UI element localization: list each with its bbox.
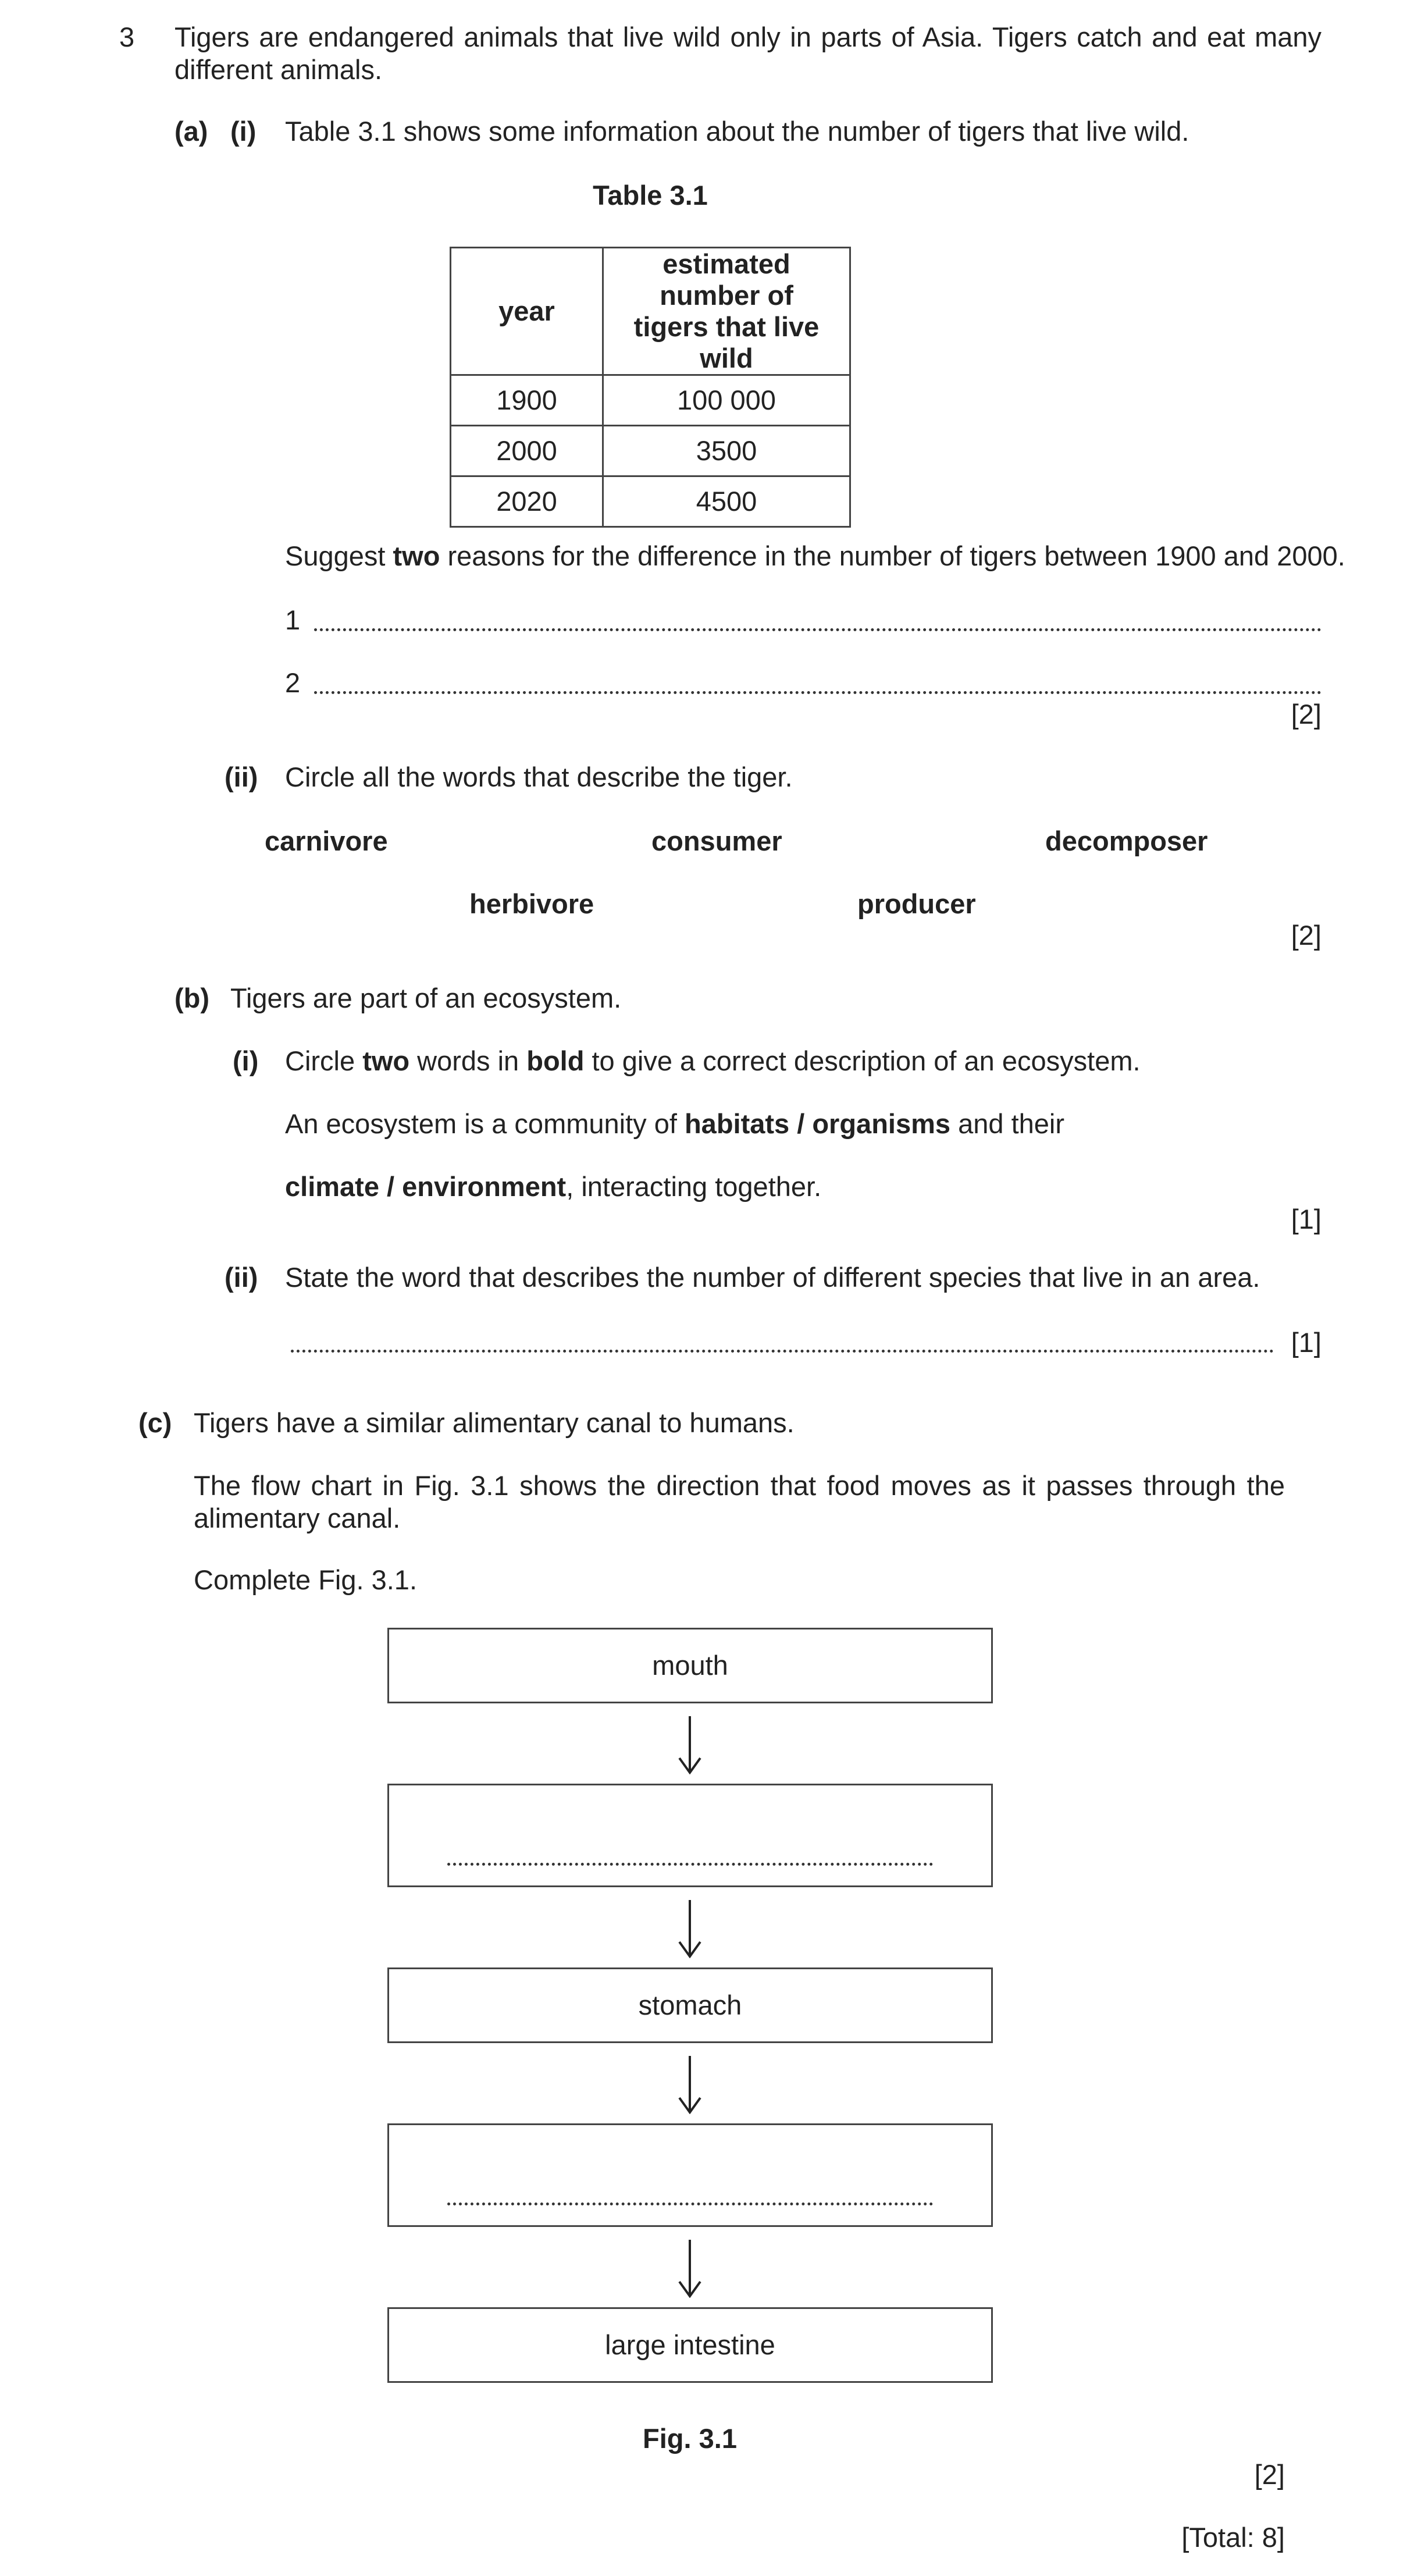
part-c-flow-text: The flow chart in Fig. 3.1 shows the direction that food moves as it passes through the alimentary canal. — [194, 1470, 1285, 1534]
table-row — [451, 375, 850, 426]
part-a-i-text: Table 3.1 shows some information about the number of tigers that live wild. — [285, 116, 1189, 147]
word-producer[interactable]: producer — [857, 888, 976, 919]
part-b-i-label: (i) — [233, 1045, 259, 1076]
down-arrow-icon — [677, 1716, 703, 1774]
part-b-text: Tigers are part of an ecosystem. — [230, 983, 622, 1013]
word-carnivore[interactable]: carnivore — [265, 826, 388, 856]
part-a-label: (a) — [174, 116, 208, 147]
answer-line-1[interactable] — [314, 628, 1321, 631]
table-cell-number: 4500 — [603, 476, 850, 527]
choice-habitats-organisms[interactable]: habitats / organisms — [684, 1108, 951, 1139]
flow-box-blank-1[interactable] — [387, 1784, 993, 1887]
part-b-label: (b) — [174, 983, 210, 1013]
flow-box-large-intestine — [387, 2307, 993, 2383]
table-cell-number: 100 000 — [603, 375, 850, 426]
figure-caption: Fig. 3.1 — [643, 2423, 737, 2454]
word-herbivore[interactable]: herbivore — [469, 888, 594, 919]
header-estimated-number: estimated number of tigers that live wild — [603, 248, 850, 375]
tiger-population-table — [450, 247, 851, 528]
suggest-prompt: Suggest two reasons for the difference in the number of tigers between 1900 and 2000. — [285, 540, 1345, 571]
word-consumer[interactable]: consumer — [651, 826, 782, 856]
part-c-instruction: Complete Fig. 3.1. — [194, 1564, 418, 1595]
answer-line-number-1: 1 — [285, 604, 301, 635]
marks-a-ii: [2] — [1291, 920, 1321, 951]
down-arrow-icon — [677, 2056, 703, 2114]
marks-b-i: [1] — [1291, 1204, 1321, 1234]
question-intro: Tigers are endangered animals that live wild only in parts of Asia. Tigers catch and eat many different animals. — [174, 22, 1321, 86]
part-c-text: Tigers have a similar alimentary canal to humans. — [194, 1407, 795, 1438]
marks-a-i: [2] — [1291, 699, 1321, 730]
part-a-ii-text: Circle all the words that describe the tiger. — [285, 762, 793, 792]
flow-answer-line[interactable] — [447, 1863, 933, 1866]
flow-box-blank-2[interactable] — [387, 2123, 993, 2227]
down-arrow-icon — [677, 2240, 703, 2298]
ecosystem-sentence-line-2: climate / environment, interacting together. — [285, 1171, 822, 1202]
table-cell-year: 2000 — [451, 426, 603, 476]
answer-line-number-2: 2 — [285, 667, 301, 698]
choice-climate-environment[interactable]: climate / environment — [285, 1171, 567, 1202]
table-row — [451, 476, 850, 527]
part-a-ii-label: (ii) — [225, 762, 258, 792]
flow-box-label: large intestine — [605, 2329, 775, 2360]
word-decomposer[interactable]: decomposer — [1045, 826, 1208, 856]
answer-line-b-ii[interactable] — [291, 1350, 1274, 1353]
table-cell-number: 3500 — [603, 426, 850, 476]
header-year: year — [451, 248, 603, 375]
part-b-ii-text: State the word that describes the number of different species that live in an area. — [285, 1262, 1260, 1293]
marks-c: [2] — [1254, 2459, 1285, 2490]
total-marks: [Total: 8] — [1181, 2522, 1285, 2553]
part-c-label: (c) — [138, 1407, 172, 1438]
table-row — [451, 426, 850, 476]
part-a-i-label: (i) — [230, 116, 257, 147]
flow-answer-line[interactable] — [447, 2203, 933, 2205]
question-number: 3 — [119, 22, 135, 52]
part-b-ii-label: (ii) — [225, 1262, 258, 1293]
flow-box-stomach — [387, 1967, 993, 2043]
table-cell-year: 1900 — [451, 375, 603, 426]
ecosystem-sentence-line-1: An ecosystem is a community of habitats / organisms and their — [285, 1108, 1064, 1139]
table-header-row — [451, 248, 850, 375]
table-caption: Table 3.1 — [593, 180, 708, 211]
marks-b-ii: [1] — [1291, 1327, 1321, 1358]
table-cell-year: 2020 — [451, 476, 603, 527]
flow-box-mouth — [387, 1628, 993, 1703]
flow-box-label: stomach — [638, 1989, 742, 2020]
flow-box-label: mouth — [652, 1649, 728, 1681]
answer-line-2[interactable] — [314, 691, 1321, 694]
down-arrow-icon — [677, 1900, 703, 1958]
part-b-i-prompt: Circle two words in bold to give a correct description of an ecosystem. — [285, 1045, 1141, 1076]
